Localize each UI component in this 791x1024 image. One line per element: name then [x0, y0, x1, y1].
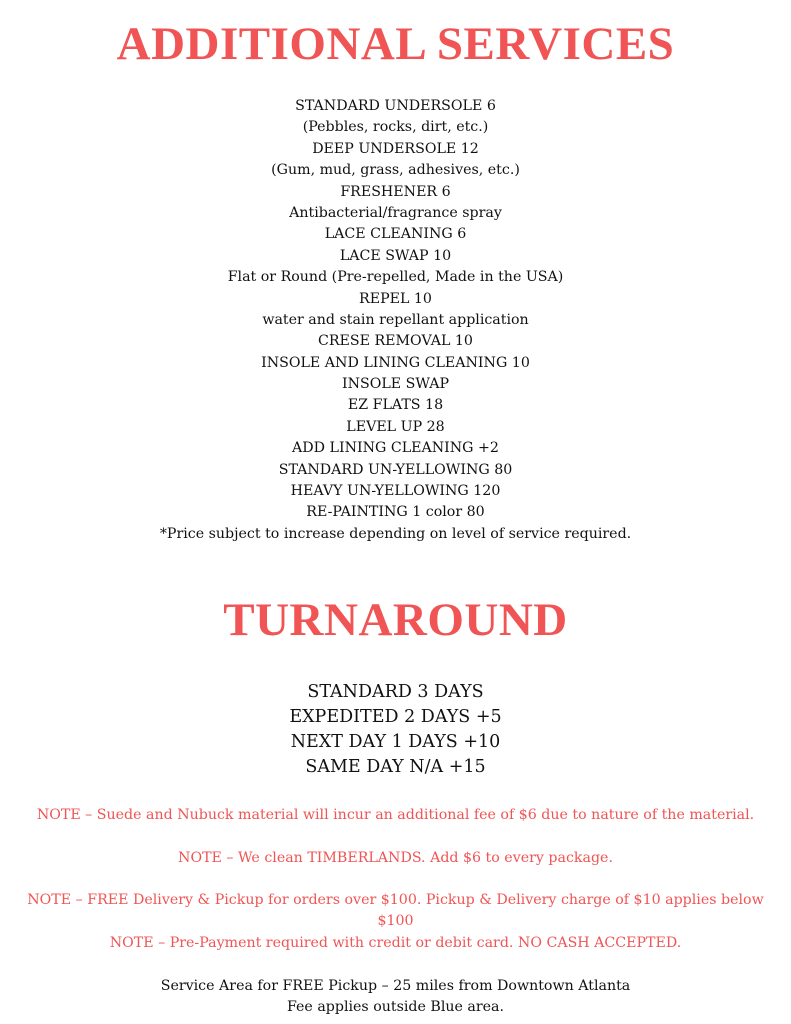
service-line: STANDARD UN-YELLOWING 80	[278, 461, 513, 478]
fee-text: Fee applies outside Blue area.	[286, 999, 505, 1015]
note-delivery: NOTE – FREE Delivery & Pickup for orders over $100. Pickup & Delivery charge of $10 applies below $100	[27, 892, 764, 929]
services-list	[0, 96, 791, 545]
service-line: DEEP UNDERSOLE 12	[312, 140, 479, 157]
service-line: water and stain repellant application	[262, 311, 529, 328]
service-line: CRESE REMOVAL 10	[318, 333, 473, 350]
service-line: Flat or Round (Pre-repelled, Made in the USA)	[227, 269, 564, 286]
service-line: (Gum, mud, grass, adhesives, etc.)	[271, 162, 520, 179]
price-disclaimer: *Price subject to increase depending on level of service required.	[159, 525, 632, 542]
service-area-text: Service Area for FREE Pickup – 25 miles from Downtown Atlanta	[160, 978, 631, 994]
service-line: HEAVY UN-YELLOWING 120	[290, 483, 501, 500]
service-line: INSOLE AND LINING CLEANING 10	[261, 354, 530, 371]
service-line: Antibacterial/fragrance spray	[289, 204, 502, 221]
service-line: LEVEL UP 28	[346, 418, 445, 435]
note-prepayment: NOTE – Pre-Payment required with credit or debit card. NO CASH ACCEPTED.	[109, 935, 682, 951]
service-line: FRESHENER 6	[340, 183, 451, 200]
note-timberlands: NOTE – We clean TIMBERLANDS. Add $6 to every package.	[178, 850, 613, 866]
service-line: RE-PAINTING 1 color 80	[306, 504, 485, 521]
turnaround-option: STANDARD 3 DAYS	[307, 682, 484, 702]
service-line: LACE CLEANING 6	[324, 226, 467, 243]
note-suede: NOTE – Suede and Nubuck material will incur an additional fee of $6 due to nature of the material.	[36, 807, 755, 823]
turnaround-option: SAME DAY N/A +15	[305, 757, 486, 777]
turnaround-heading: TURNAROUND	[223, 594, 568, 646]
service-line: (Pebbles, rocks, dirt, etc.)	[302, 119, 489, 136]
service-line: INSOLE SWAP	[341, 376, 450, 393]
service-line: EZ FLATS 18	[347, 397, 444, 414]
turnaround-option: NEXT DAY 1 DAYS +10	[290, 732, 501, 752]
turnaround-option: EXPEDITED 2 DAYS +5	[289, 707, 502, 727]
service-line: ADD LINING CLEANING +2	[292, 440, 499, 457]
additional-services-heading: ADDITIONAL SERVICES	[116, 18, 675, 70]
service-line: STANDARD UNDERSOLE 6	[295, 98, 496, 114]
service-line: LACE SWAP 10	[339, 247, 452, 264]
turnaround-list	[0, 680, 791, 780]
service-line: REPEL 10	[359, 290, 432, 307]
